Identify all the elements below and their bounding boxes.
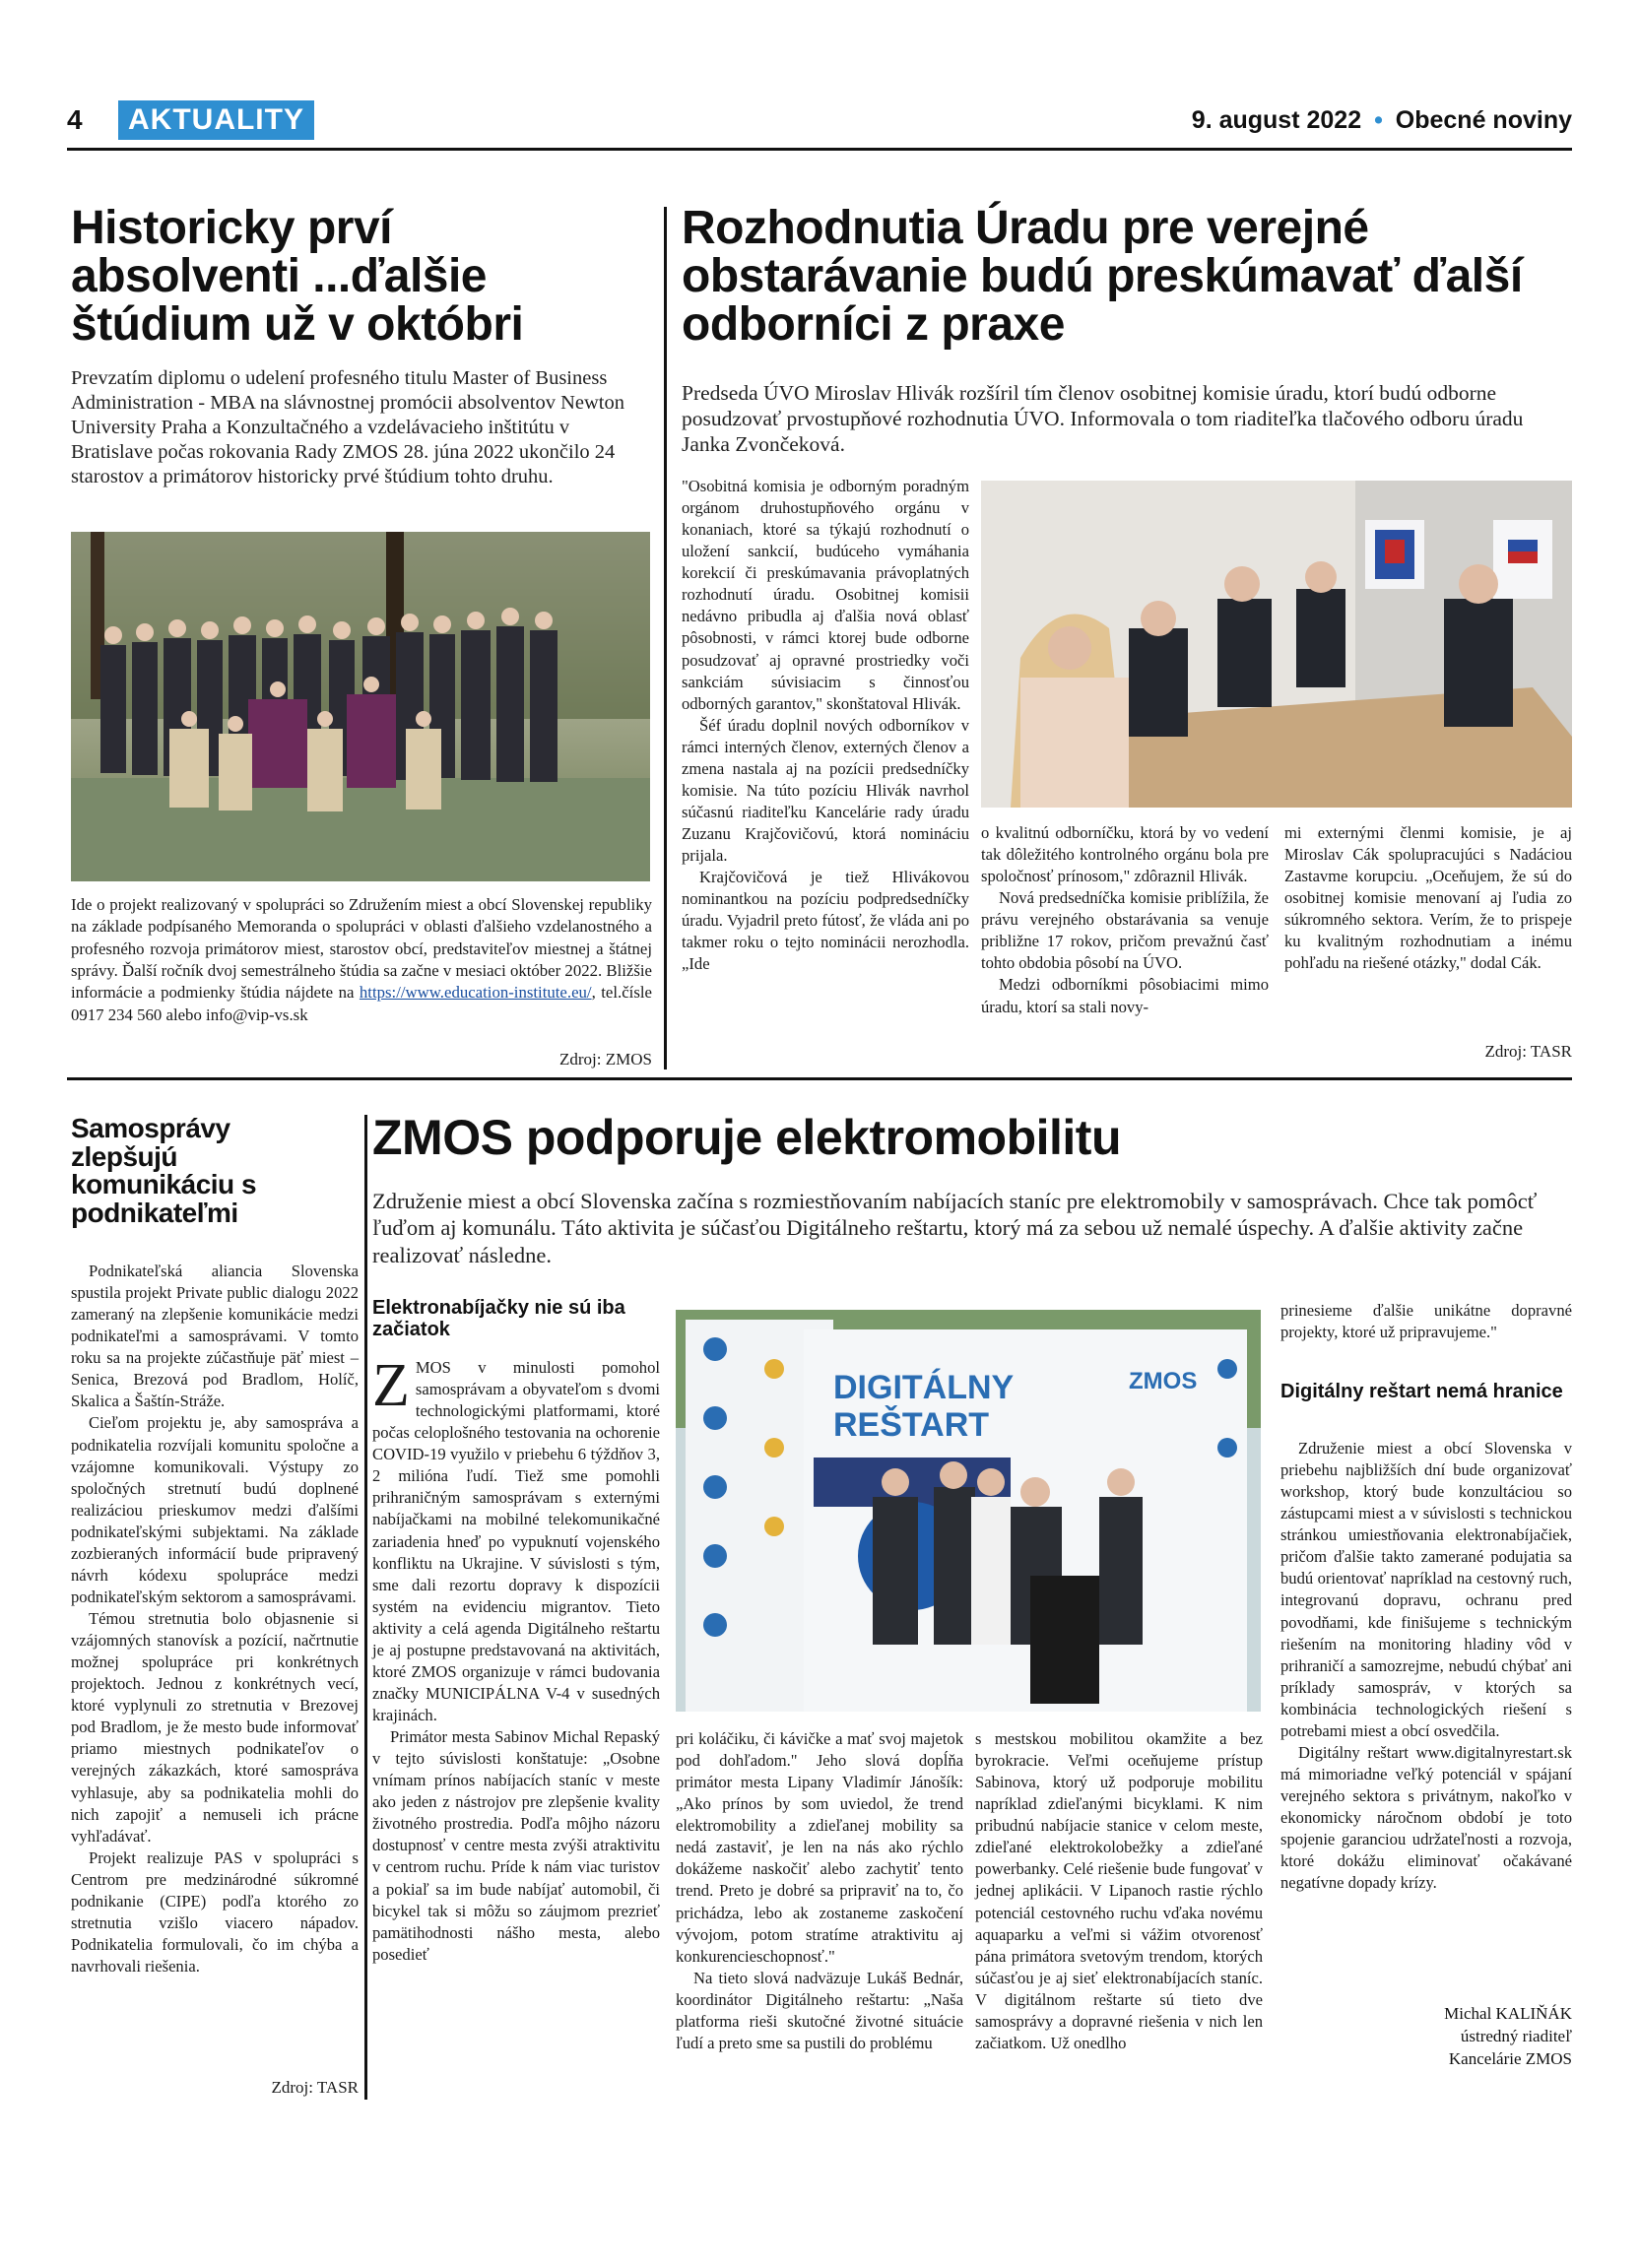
article4-lead: Združenie miest a obcí Slovenska začína s rozmiestňovaním nabíjacích staníc pre elektromobily v samosprávach. Chce tak pomôcť ľuďom aj komunálu. Táto aktivita je súčasťou Digitálneho reštartu, ktorý má za sebou už nemalé úspechy. A ďalšie aktivity začne realizovať následne. [372,1189,1538,1267]
article4-col4b [1280,1438,1572,1894]
drop-cap: Z [372,1352,410,1419]
article3-title: Samosprávy zlepšujú komunikáciu s podnikateľmi [71,1113,257,1228]
article2-lead: Predseda ÚVO Miroslav Hlivák rozšíril tím členov osobitnej komisie úradu, ktorí budú odborne posudzovať prvostupňové rozhodnutia ÚVO. Informovala o tom riaditeľka tlačového odboru úradu Janka Zvončeková. [682,381,1524,457]
press-conference-graphic [676,1310,1261,1712]
publication-name: Obecné noviny [1395,106,1572,134]
article4-col2 [676,1728,963,2054]
article3-p3: Témou stretnutia bolo objasnenie si vzájomných stanovísk a pozícií, načrtnutie možnej spolupráce pri konkrétnych projektoch. Jednou z konkrétnych vecí, ktoré vyplynuli zo stretnutia v Brezovej pod Bradlom, je že mesto bude informovať priamo miestnych podnikateľov o verejných zákazkách, ktoré samospráva vyhlasuje, aby sa podnikatelia mohli do nich zapojiť a nemuseli ich prácne vyhľadávať. [71,1609,359,1846]
bullet: • [1374,106,1383,134]
meeting-photo [981,481,1572,808]
page-header [67,100,1572,146]
article4-col4b-p1: Združenie miest a obcí Slovenska v priebehu najbližších dní bude organizovať workshop, ktorý bude konzultáciou so zástupcami miest a v súvislosti s technickou stránkou umiestňovania elektronabíjačiek, pričom ďalšie takto zamerané podujatia sa budú orientovať napríklad na cestovný ruch, integrovanú dopravu, ochranu pred povodňami, kde finišujeme s technickým riešením na monitoring hladiny vôd v prihraničí a samozrejme, nebudú chýbať ani príklady samospráv, v ktorých sa kombinácia technologických riešení s potrebami miest a obcí osvedčila. [1280,1439,1572,1740]
article2-col3-p1: mi externými členmi komisie, je aj Miroslav Cák spolupracujúci s Nadáciou Zastavme korupciu. „Oceňujem, že sú do osobitnej komisie menovaní aj ľudia zo súkromného sektora. Verím, že to prispeje ku kvalitným rozhodnutiam a inému pohľadu na riešené otázky," dodal Cák. [1284,823,1572,973]
section-rule [67,1077,1572,1080]
header-rule [67,148,1572,151]
education-institute-link[interactable]: https://www.education-institute.eu/ [359,983,592,1003]
article4-col3 [975,1728,1263,2054]
article1-body [71,894,652,1026]
article2-col1-p1: "Osobitná komisia je odborným poradným orgánom druhostupňového orgánu v konaniach, ktoré sa týkajú rozhodnutí o uložení sankcií, budúceho vymáhania korekcií či preskúmavania právoplatných rozhodnutí úradu. Osobitnej komisii nedávno pribudla aj ďalšia nová oblasť pôsobnosti, v rámci ktorej bude odborne posudzovať aj opravné prostriedky voči sankciám súvisiacim s činnosťou odborných garantov," skonštatoval Hlivák. [682,477,969,713]
article4-col1-p2: Primátor mesta Sabinov Michal Repaský v tejto súvislosti konštatuje: „Osobne vnímam prínos nabíjacích staníc v meste ako jeden z nástrojov pre zlepšenie kvality životného prostredia. Podľa môjho názoru dostupnosť v centre mesta zvýši atraktivitu v centrom ruchu. Príde k nám viac turistov a pokiaľ sa im bude nabíjať automobil, či bicykel tak si môžu so záujmom prezrieť pamätihodnosti nášho mesta, alebo posedieť [372,1727,660,1964]
article4-subheading-2: Digitálny reštart nemá hranice [1280,1381,1563,1402]
article1-source: Zdroj: ZMOS [559,1050,652,1069]
article4-col2-p1: pri koláčiku, či kávičke a mať svoj majetok pod dohľadom." Jeho slová dopĺňa primátor mesta Lipany Vladimír Jánošík: „Ako prínos by som uviedol, že trend elektromobility a zdieľanej mobility sa nedá zastaviť, je len na nás ako rýchlo dokážeme naskočiť alebo zachytiť tento trend. Preto je dobré sa pripraviť na to, čo prichádza, lebo ak zostaneme zaskočení vývojom, potom stratíme atraktivitu aj konkurencieschopnosť." [676,1729,963,1966]
column-divider [664,207,667,1069]
article4-col1-p1-text: MOS v minulosti pomohol samosprávam a obyvateľom s dvomi technologickými platformami, ktoré počas celoplošného testovania na ochorenie COVID-19 využilo v priebehu 6 týždňov 3, 2 milióna ľudí. Tiež sme pomohli prihraničným samosprávam s externými nabíjačkami na mobilné telekomunikačné zariadenia hneď po vypuknutí vojenského konfliktu na Ukrajine. V súvislosti s tým, sme dali rezortu dopravy k dispozícii systém na evidenciu migrantov. Tieto aktivity a celá agenda Digitálneho reštartu je aj postupne predstavovaná na aktivitách, ktoré ZMOS organizuje v rámci budovania značky MUNICIPÁLNA V-4 v susedných krajinách. [372,1358,660,1724]
article2-col2-p1: o kvalitnú odborníčku, ktorá by vo vedení tak dôležitého kontrolného orgánu bola pre spoločnosť prínosom," zdôraznil Hlivák. [981,823,1269,886]
article3-p2: Cieľom projektu je, aby samospráva a podnikatelia rozvíjali komunitu spoločne a vzájomne komunikovali. Výstupy zo spoločných stretnutí budú doplnené realizáciou prieskumov medzi ďalšími podnikateľskými subjektami. Na základe zozbieraných informácií bude pripravený návrh kódexu spolupráce medzi podnikateľským sektorom a samosprávami. [71,1413,359,1606]
graduation-photo [71,532,650,881]
article2-col1 [682,476,969,975]
page-number: 4 [67,104,83,135]
article3-p1: Podnikateľská aliancia Slovenska spustila projekt Private public dialogu 2022 zameraný na zlepšenie komunikácie medzi podnikateľmi a samosprávami. V tomto roku sa na projekte zúčastňuje päť miest – Senica, Brezová pod Bradlom, Holíč, Skalica a Šaštín-Stráže. [71,1262,359,1411]
graduation-photo-graphic [71,532,650,881]
article2-col2 [981,822,1269,1018]
banner-line-2: REŠTART [833,1406,990,1444]
article4-col4b-p2: Digitálny reštart www.digitalnyrestart.sk má mimoriadne veľký potenciál v spájaní verejného sektora s privátnym, nakoľko v ekonomicky náročnom období je toto spojenie garanciou udržateľnosti a rozvoja, ktoré dokážu eliminovať očakávané negatívne dopady krízy. [1280,1742,1572,1893]
article3-p4: Projekt realizuje PAS v spolupráci s Centrom pre medzinárodné súkromné podnikanie (CIPE) podľa ktorého zo stretnutia vzišlo viacero nápadov. Podnikatelia formulovali, čo im chýba a navrhovali riešenia. [71,1847,359,1976]
meeting-photo-graphic [981,481,1572,808]
article4-col1 [372,1352,660,1966]
article3-body [71,1261,359,1977]
signature-org: Kancelárie ZMOS [1448,2048,1572,2068]
sidebar-divider [364,1115,367,2100]
article2-col2-p2: Nová predsedníčka komisie priblížila, že právu verejného obstarávania sa venuje približne 17 rokov, pričom prevažnú časť tohto obdobia pôsobí na ÚVO. [981,888,1269,973]
article4-subheading-1: Elektronabíjačky nie sú iba začiatok [372,1297,625,1340]
article2-source: Zdroj: TASR [1484,1042,1572,1061]
article2-title: Rozhodnutia Úradu pre verejné obstarávanie budú preskúmavať ďalší odborníci z praxe [682,202,1523,351]
article1-lead: Prevzatím diplomu o udelení profesného titulu Master of Business Administration - MBA na slávnostnej promócii absolventov Newton University Praha a Konzultačného a vzdelávacieho inštitútu v Bratislave počas rokovania Rady ZMOS 28. júna 2022 ukončilo 24 starostov a primátorov historicky prvé štúdium tohto druhu. [71,367,624,487]
press-conference-photo [676,1310,1261,1712]
article1-title: Historicky prví absolventi ...ďalšie štúdium už v októbri [71,202,524,351]
article2-col3 [1284,822,1572,974]
header-right [1192,106,1572,135]
article2-col2-p3: Medzi odborníkmi pôsobiacimi mimo úradu, ktorí sa stali novy- [981,975,1269,1016]
zmos-banner-logo: ZMOS [1129,1368,1198,1394]
article4-title: ZMOS podporuje elektromobilitu [372,1110,1121,1165]
article1-body-text: Ide o projekt realizovaný v spolupráci so Združením miest a obcí Slovenskej republiky na základe podpísaného Memoranda o spolupráci v oblasti ďalšieho vzdelanostného a profesného rozvoja primátorov miest, starostov obcí, predstaviteľov miestnej a štátnej správy. Ďalší ročník dvoj semestrálneho štúdia sa začne v mesiaci október 2022. Bližšie informácie a podmienky štúdia nájdete na [71,895,652,1003]
banner-line-1: DIGITÁLNY [833,1369,1015,1406]
article3-source: Zdroj: TASR [271,2078,359,2097]
signature-block [1280,2003,1572,2071]
article4-col1-p1 [372,1352,660,1726]
signature-role: ústredný riaditeľ [1460,2026,1572,2045]
article2-col1-p3: Krajčovičová je tiež Hlivákovou nominantkou na pozíciu podpredsedníčky úradu. Vyjadril preto fútosť, že vláda ani po takmer roku o tejto nominácii nerozhodla. „Ide [682,868,969,974]
section-label: AKTUALITY [118,100,314,140]
article4-col4 [1280,1300,1572,1343]
article2-col1-p2: Šéf úradu doplnil nových odborníkov v rámci interných členov, externých členov a zmena nastala aj na pozícii predsedníčky komisie. Na túto pozíciu Hlivák navrhol súčasnú riaditeľku Kancelárie rady úradu Zuzanu Krajčovičovú, ktorá nomináciu prijala. [682,715,969,866]
issue-date: 9. august 2022 [1191,106,1362,134]
article4-col3-p1: s mestskou mobilitou okamžite a bez byrokracie. Veľmi oceňujeme prístup Sabinova, ktorý už podporuje mobilitu napríklad zdieľanými bicyklami. K nim pribudnú nabíjacie stanice v celom meste, zdieľané elektrokolobežky a zdieľané powerbanky. Celé riešenie bude fungovať v jednej aplikácii. V Lipanoch rastie rýchlo potenciál cestovného ruchu vďaka novému aquaparku a veľmi si vážim otvorenosť pána primátora svetovým trendom, ktorých súčasťou je aj sieť elektronabíjacích staníc. V digitálnom reštarte sú tieto dve samosprávy a dopravné riešenia v nich len začiatkom. Už onedlho [975,1729,1263,2052]
signature-name: Michal KALIŇÁK [1444,2004,1572,2023]
article4-col4-p1: prinesieme ďalšie unikátne dopravné projekty, ktoré už pripravujeme." [1280,1301,1572,1342]
article4-col2-p2: Na tieto slová nadväzuje Lukáš Bednár, koordinátor Digitálneho reštartu: „Naša platforma rieši skutočné životné situácie ľudí a preto sme sa pustili do problému [676,1968,963,2052]
article1-body-tail: , tel.čísle 0917 234 560 alebo info@vip-vs.sk [71,983,652,1024]
